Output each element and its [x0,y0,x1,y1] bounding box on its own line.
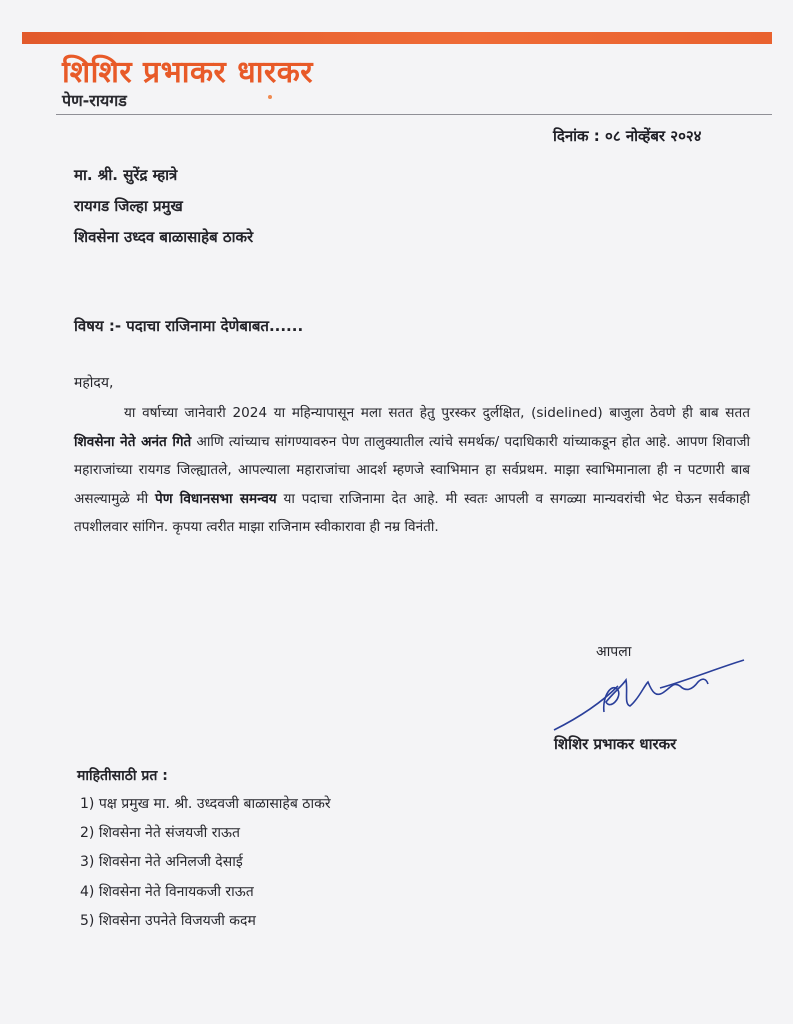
handwritten-signature [548,652,748,732]
cc-item: 4) शिवसेना नेते विनायकजी राऊत [80,883,254,900]
body-bold-1: शिवसेना नेते अनंत गिते [74,433,192,450]
body-text-1: या वर्षाच्या जानेवारी 2024 या महिन्यापासून मला सतत हेतु पुरस्कर दुर्लक्षित, (sidelined) बाजुला ठेवणे ही बाब सतत [124,405,750,421]
salutation: महोदय, [74,375,114,391]
cc-item: 3) शिवसेना नेते अनिलजी देसाई [80,854,243,871]
recipient-organization: शिवसेना उध्दव बाळासाहेब ठाकरे [74,228,254,246]
cc-title: माहितीसाठी प्रत : [77,768,168,784]
body-bold-2: पेण विधानसभा समन्वय [155,490,277,507]
signer-name: शिशिर प्रभाकर धारकर [554,735,677,753]
decorative-dot [268,95,272,99]
letterhead-name: शिशिर प्रभाकर धारकर [62,55,314,90]
letterhead-place: पेण-रायगड [62,91,127,110]
body-text-3: या पदाचा राजिनामा देत आहे. मी स्वतः आपली व सगळ्या मान्यवरांची भेट घेऊन सर्वकाही तपशीलवार सांगिन. कृपया त्वरीत माझा राजिनाम स्वीकारावा ही नम्र विनंती. [74,490,750,535]
cc-list [80,793,331,939]
letter-subject: विषय :- पदाचा राजिनामा देणेबाबत...... [74,317,304,335]
cc-item: 5) शिवसेना उपनेते विजयजी कदम [80,912,256,929]
letterhead-divider [56,114,772,115]
closing-word: आपला [596,644,632,660]
letter-date: दिनांक : ०८ नोव्हेंबर २०२४ [553,127,702,145]
cc-item: 2) शिवसेना नेते संजयजी राऊत [80,825,241,842]
recipient-designation: रायगड जिल्हा प्रमुख [74,197,183,215]
cc-item: 1) पक्ष प्रमुख मा. श्री. उध्दवजी बाळासाहेब ठाकरे [80,796,331,812]
body-text-2: आणि त्यांच्याच सांगण्यावरुन पेण तालुक्यातील त्यांचे समर्थक/ पदाधिकारी यांच्याकडून होत आहे. आपण शिवाजी महाराजांच्या रायगड जिल्ह्यातले, आपल्याला महाराजांचा आदर्श म्हणजे स्वाभिमान हा सर्वप्रथम. माझा स्वाभिमानाला ही न पटणारी बाब असल्यामुळे मी [74,433,750,507]
letterhead-band [22,32,772,44]
recipient-name: मा. श्री. सुरेंद्र म्हात्रे [74,166,178,184]
letter-body [74,399,750,542]
